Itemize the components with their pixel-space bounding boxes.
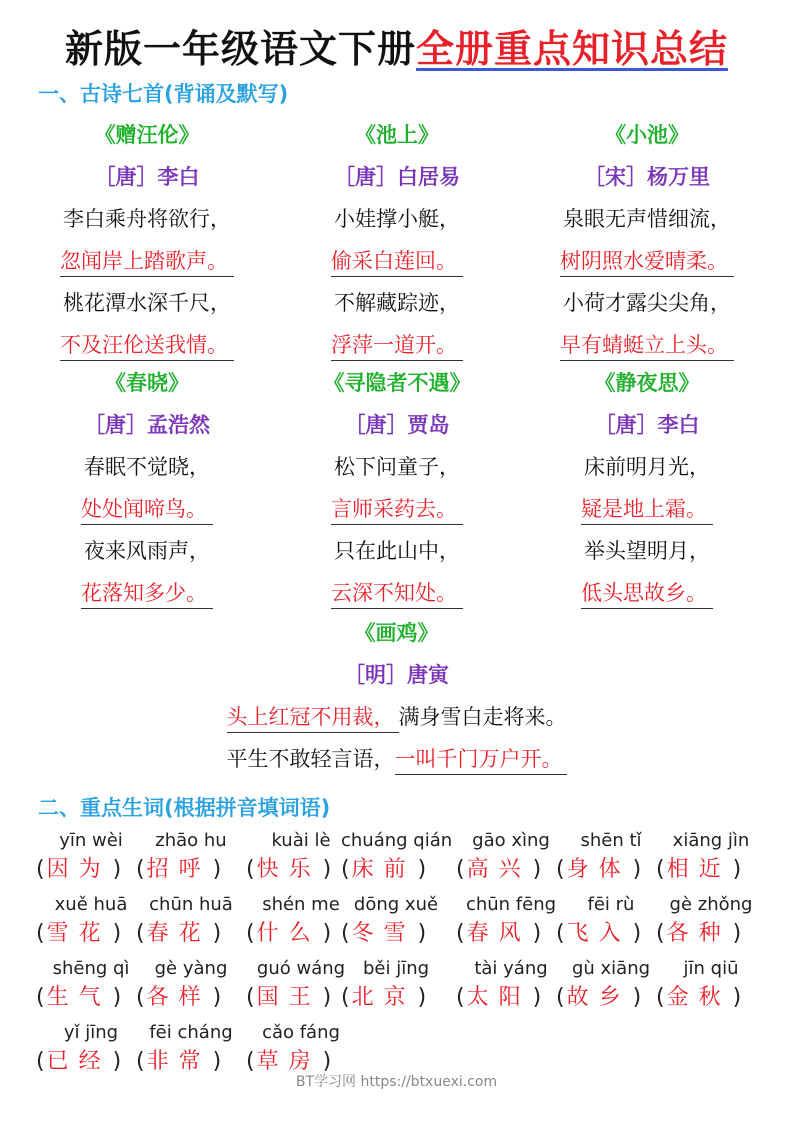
vocab-item — [36, 1020, 146, 1078]
poem-line: 桃花潭水深千尺， — [63, 291, 231, 315]
vocab-word: 什么 — [256, 921, 321, 946]
poem-block — [22, 114, 272, 366]
poem-line: 夜来风雨声， — [84, 539, 210, 563]
vocab-answer — [246, 982, 356, 1014]
vocab-answer — [656, 982, 766, 1014]
poem-line: 举头望明月， — [584, 539, 710, 563]
poem-answer: 云深不知处。 — [331, 578, 463, 609]
poem-line: 小娃撑小艇， — [334, 207, 460, 231]
paren-left: ( — [656, 985, 665, 1010]
paren-right: ) — [212, 1049, 222, 1074]
vocab-answer — [456, 854, 566, 886]
vocab-item — [341, 828, 451, 886]
vocab-word: 非常 — [146, 1049, 211, 1074]
vocab-word: 太阳 — [466, 985, 531, 1010]
poem-block — [22, 362, 272, 614]
poem-block — [272, 114, 522, 366]
page-title — [0, 18, 793, 73]
poem-line: 泉眼无声惜细流， — [563, 207, 731, 231]
vocab-answer — [456, 982, 566, 1014]
vocab-grid — [36, 828, 766, 1084]
pinyin: běi jīng — [362, 958, 430, 979]
vocab-word: 高兴 — [466, 857, 531, 882]
vocab-item — [246, 892, 356, 950]
poem-line — [22, 488, 272, 530]
paren-right: ) — [212, 985, 222, 1010]
vocab-word: 生气 — [46, 985, 111, 1010]
paren-left: ( — [246, 1049, 255, 1074]
paren-left: ( — [341, 921, 350, 946]
poem-author: ［唐］李白 — [94, 165, 200, 189]
vocab-item — [136, 1020, 246, 1078]
pinyin: zhāo hu — [155, 830, 227, 851]
vocab-answer — [246, 918, 356, 950]
poem-title: 《静夜思》 — [594, 371, 700, 395]
vocab-answer — [136, 918, 246, 950]
poem-block — [272, 362, 522, 614]
vocab-item — [136, 828, 246, 886]
paren-left: ( — [136, 985, 145, 1010]
poem-text: 平生不敢轻言语， — [226, 747, 395, 771]
paren-right: ) — [532, 857, 542, 882]
vocab-answer — [36, 918, 146, 950]
vocab-answer — [556, 918, 666, 950]
vocab-word: 床前 — [351, 857, 416, 882]
poem-answer: 浮萍一道开。 — [331, 330, 463, 361]
vocab-word: 故乡 — [566, 985, 631, 1010]
poem-answer: 疑是地上霜。 — [581, 494, 713, 525]
poem-huaji — [0, 612, 793, 780]
title-part1: 新版一年级语文下册 — [64, 27, 416, 71]
poem-title: 《池上》 — [355, 123, 439, 147]
vocab-item — [656, 892, 766, 950]
pinyin: chūn fēng — [465, 894, 557, 915]
vocab-answer — [246, 854, 356, 886]
paren-right: ) — [732, 985, 742, 1010]
pinyin: gāo xìng — [472, 830, 550, 851]
vocab-answer — [136, 982, 246, 1014]
vocab-word: 雪花 — [46, 921, 111, 946]
pinyin: shēng qì — [52, 958, 130, 979]
paren-right: ) — [112, 857, 122, 882]
poem-answer: 花落知多少。 — [81, 578, 213, 609]
vocab-item — [246, 956, 356, 1014]
poem-author: ［唐］贾岛 — [344, 413, 450, 437]
pinyin: gè yàng — [154, 958, 228, 979]
poem-answer: 处处闻啼鸟。 — [81, 494, 213, 525]
vocab-answer — [656, 918, 766, 950]
paren-right: ) — [417, 985, 427, 1010]
vocab-word: 冬雪 — [351, 921, 416, 946]
paren-left: ( — [456, 921, 465, 946]
paren-left: ( — [36, 1049, 45, 1074]
vocab-answer — [556, 854, 666, 886]
poem-answer: 早有蜻蜓立上头。 — [560, 330, 734, 361]
paren-right: ) — [417, 857, 427, 882]
vocab-answer — [656, 854, 766, 886]
pinyin: chuáng qián — [341, 830, 453, 851]
vocab-item — [36, 828, 146, 886]
vocab-item — [36, 956, 146, 1014]
paren-left: ( — [656, 857, 665, 882]
poem-line: 床前明月光， — [584, 455, 710, 479]
pinyin: yǐ jīng — [63, 1022, 119, 1043]
pinyin: chūn huā — [149, 894, 233, 915]
vocab-row — [36, 956, 766, 1020]
vocab-item — [246, 1020, 356, 1078]
footer-watermark: BT学习网 https://btxuexi.com — [295, 1074, 498, 1090]
vocab-answer — [36, 982, 146, 1014]
poem-answer: 头上红冠不用裁， — [227, 702, 399, 733]
poem-line: 松下问童子， — [334, 455, 460, 479]
poem-line — [272, 240, 522, 282]
pinyin: kuài lè — [271, 830, 331, 851]
poem-line — [522, 488, 772, 530]
poem-title: 《小池》 — [605, 123, 689, 147]
poem-line — [0, 696, 793, 738]
poem-block — [522, 362, 772, 614]
poem-title: 《赠汪伦》 — [94, 123, 200, 147]
poem-author: ［唐］孟浩然 — [84, 413, 210, 437]
paren-right: ) — [732, 921, 742, 946]
poem-line — [0, 738, 793, 780]
poem-title: 《寻隐者不遇》 — [323, 371, 471, 395]
poem-answer: 低头思故乡。 — [581, 578, 713, 609]
paren-left: ( — [341, 857, 350, 882]
poem-answer: 树阴照水爱晴柔。 — [560, 246, 734, 277]
pinyin: dōng xuě — [353, 894, 439, 915]
paren-left: ( — [456, 985, 465, 1010]
vocab-item — [556, 892, 666, 950]
poem-line — [522, 240, 772, 282]
paren-right: ) — [322, 857, 332, 882]
poem-answer: 一叫千门万户开。 — [395, 744, 567, 775]
vocab-item — [136, 956, 246, 1014]
paren-right: ) — [112, 985, 122, 1010]
poem-text: 满身雪白走将来。 — [398, 705, 567, 729]
paren-left: ( — [246, 921, 255, 946]
pinyin: shēn tǐ — [580, 830, 642, 851]
vocab-answer — [136, 854, 246, 886]
poem-title: 《画鸡》 — [354, 621, 439, 645]
vocab-item — [341, 956, 451, 1014]
vocab-word: 国王 — [256, 985, 321, 1010]
paren-left: ( — [656, 921, 665, 946]
poem-answer: 偷采白莲回。 — [331, 246, 463, 277]
poem-author: ［明］唐寅 — [344, 663, 449, 687]
paren-right: ) — [112, 921, 122, 946]
paren-left: ( — [556, 985, 565, 1010]
poem-line — [272, 324, 522, 366]
paren-right: ) — [212, 921, 222, 946]
poem-line: 只在此山中， — [334, 539, 460, 563]
paren-right: ) — [112, 1049, 122, 1074]
vocab-row — [36, 828, 766, 892]
paren-right: ) — [532, 921, 542, 946]
paren-left: ( — [556, 857, 565, 882]
paren-right: ) — [322, 921, 332, 946]
paren-left: ( — [456, 857, 465, 882]
paren-left: ( — [136, 857, 145, 882]
poem-line — [522, 324, 772, 366]
poem-author: ［宋］杨万里 — [584, 165, 710, 189]
vocab-answer — [556, 982, 666, 1014]
poem-title: 《春晓》 — [105, 371, 189, 395]
vocab-item — [456, 892, 566, 950]
title-part2: 全册重点知识总结 — [416, 27, 729, 71]
vocab-item — [246, 828, 356, 886]
vocab-row — [36, 892, 766, 956]
poem-line — [272, 488, 522, 530]
pinyin: xuě huā — [54, 894, 128, 915]
vocab-word: 金秋 — [666, 985, 731, 1010]
paren-left: ( — [341, 985, 350, 1010]
vocab-word: 春风 — [466, 921, 531, 946]
vocab-word: 草房 — [256, 1049, 321, 1074]
poem-answer: 言师采药去。 — [331, 494, 463, 525]
pinyin: jīn qiū — [683, 958, 739, 979]
paren-right: ) — [322, 985, 332, 1010]
paren-left: ( — [246, 857, 255, 882]
poem-line — [522, 572, 772, 614]
vocab-item — [656, 956, 766, 1014]
vocab-word: 已经 — [46, 1049, 111, 1074]
pinyin: yīn wèi — [59, 830, 123, 851]
paren-left: ( — [36, 985, 45, 1010]
vocab-word: 飞入 — [566, 921, 631, 946]
vocab-word: 各种 — [666, 921, 731, 946]
poem-line: 春眠不觉晓， — [84, 455, 210, 479]
vocab-item — [341, 892, 451, 950]
poem-author: ［唐］白居易 — [334, 165, 460, 189]
poem-block — [522, 114, 772, 366]
vocab-answer — [36, 854, 146, 886]
pinyin: fēi rù — [587, 894, 635, 915]
pinyin: gù xiāng — [571, 958, 651, 979]
pinyin: gè zhǒng — [669, 894, 753, 915]
paren-right: ) — [632, 921, 642, 946]
paren-right: ) — [632, 985, 642, 1010]
vocab-word: 相近 — [666, 857, 731, 882]
vocab-word: 快乐 — [256, 857, 321, 882]
paren-left: ( — [136, 1049, 145, 1074]
poem-line — [22, 324, 272, 366]
vocab-word: 北京 — [351, 985, 416, 1010]
paren-left: ( — [36, 921, 45, 946]
vocab-word: 身体 — [566, 857, 631, 882]
vocab-answer — [341, 918, 451, 950]
pinyin: cǎo fáng — [262, 1022, 340, 1043]
poem-line — [22, 240, 272, 282]
vocab-answer — [341, 854, 451, 886]
vocab-item — [556, 828, 666, 886]
vocab-item — [656, 828, 766, 886]
vocab-word: 各样 — [146, 985, 211, 1010]
poem-answer: 不及汪伦送我情。 — [60, 330, 234, 361]
pinyin: shén me — [262, 894, 340, 915]
vocab-word: 招呼 — [146, 857, 211, 882]
paren-right: ) — [532, 985, 542, 1010]
paren-left: ( — [136, 921, 145, 946]
vocab-answer — [341, 982, 451, 1014]
vocab-word: 春花 — [146, 921, 211, 946]
pinyin: tài yáng — [474, 958, 548, 979]
vocab-answer — [456, 918, 566, 950]
paren-left: ( — [246, 985, 255, 1010]
pinyin: guó wáng — [256, 958, 346, 979]
vocab-item — [556, 956, 666, 1014]
poem-line: 不解藏踪迹， — [334, 291, 460, 315]
paren-right: ) — [632, 857, 642, 882]
poem-author: ［唐］李白 — [594, 413, 700, 437]
poem-line: 李白乘舟将欲行， — [63, 207, 231, 231]
pinyin: xiāng jìn — [672, 830, 750, 851]
pinyin: fēi cháng — [149, 1022, 233, 1043]
poem-line — [22, 572, 272, 614]
vocab-item — [36, 892, 146, 950]
section-heading-poems: 一、古诗七首(背诵及默写) — [38, 82, 289, 106]
paren-right: ) — [417, 921, 427, 946]
poem-line — [272, 572, 522, 614]
paren-left: ( — [556, 921, 565, 946]
poem-answer: 忽闻岸上踏歌声。 — [60, 246, 234, 277]
vocab-item — [456, 956, 566, 1014]
section-heading-vocab: 二、重点生词(根据拼音填词语) — [38, 796, 331, 820]
vocab-word: 因为 — [46, 857, 111, 882]
vocab-item — [456, 828, 566, 886]
paren-left: ( — [36, 857, 45, 882]
paren-right: ) — [212, 857, 222, 882]
paren-right: ) — [732, 857, 742, 882]
paren-right: ) — [322, 1049, 332, 1074]
poem-line: 小荷才露尖尖角， — [563, 291, 731, 315]
vocab-item — [136, 892, 246, 950]
